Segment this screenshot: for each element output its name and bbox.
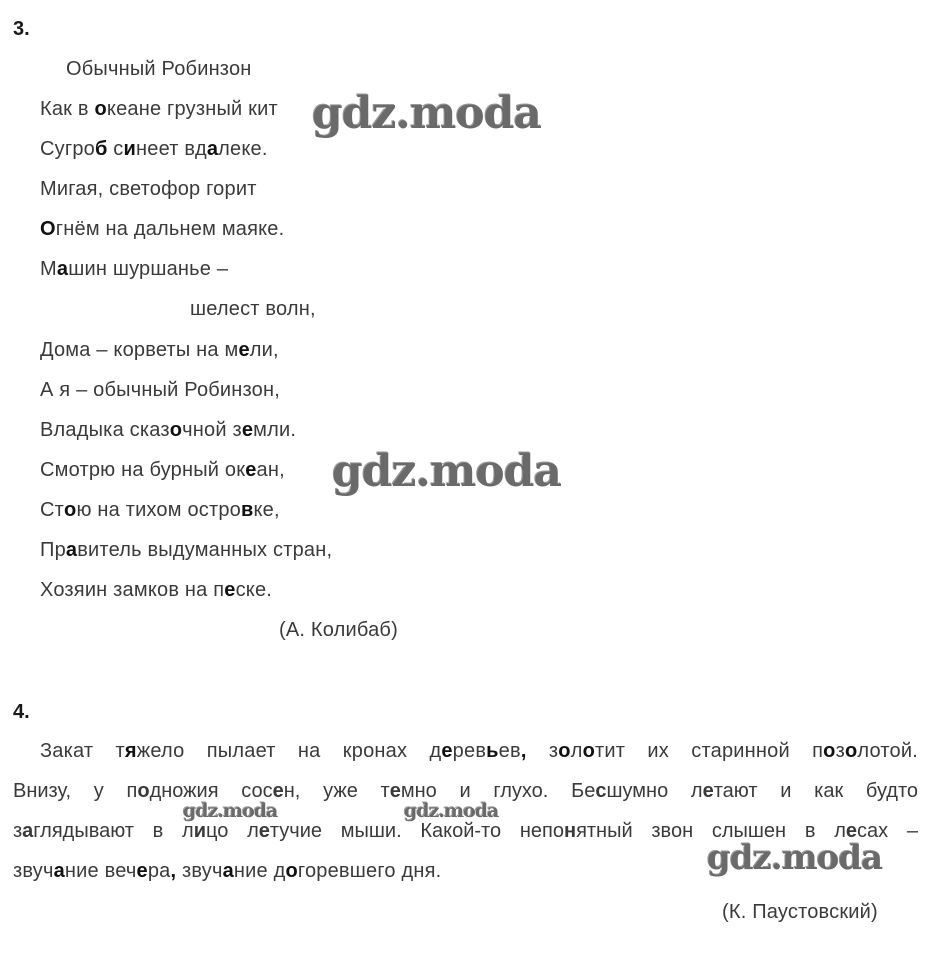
poem-line: Хозяин замков на песке.: [40, 579, 273, 601]
poem-line: Огнём на дальнем маяке.: [40, 218, 285, 240]
poem-line: Смотрю на бурный океан,: [40, 459, 285, 481]
watermark-logo: gdz.moda: [312, 88, 542, 139]
poem-line: А я – обычный Робинзон,: [40, 379, 281, 401]
poem-line: Правитель выдуманных стран,: [40, 539, 333, 561]
poem-line: Владыка сказочной земли.: [40, 419, 297, 441]
text-line: Внизу, у подножия сосен, уже темно и глухо. Бесшумно летают и как будто: [13, 780, 919, 802]
task-4-number: 4.: [13, 701, 30, 723]
text-line: звучание вечера, звучание догоревшего дня.: [13, 860, 442, 882]
poem-line: Как в океане грузный кит: [40, 98, 278, 120]
watermark-logo: gdz.moda: [404, 800, 499, 822]
poem-title: Обычный Робинзон: [66, 58, 252, 80]
task-3-number: 3.: [13, 18, 30, 40]
poem-line: Машин шуршанье –: [40, 258, 229, 280]
text-author: (К. Паустовский): [722, 901, 878, 923]
poem-line: Мигая, светофор горит: [40, 178, 257, 200]
watermark-logo: gdz.moda: [183, 800, 278, 822]
watermark-logo: gdz.moda: [707, 838, 883, 878]
poem-line: Сугроб синеет вдалеке.: [40, 138, 268, 160]
watermark-logo: gdz.moda: [332, 446, 562, 497]
poem-author: (А. Колибаб): [279, 619, 398, 641]
poem-line: Стою на тихом островке,: [40, 499, 280, 521]
text-line: заглядывают в лицо летучие мыши. Какой-то непонятный звон слышен в лесах –: [13, 820, 918, 842]
poem-line: шелест волн,: [190, 298, 316, 320]
text-line: Закат тяжело пылает на кронах деревьев, золотит их старинной позолотой.: [40, 740, 918, 762]
poem-line: Дома – корветы на мели,: [40, 339, 279, 361]
